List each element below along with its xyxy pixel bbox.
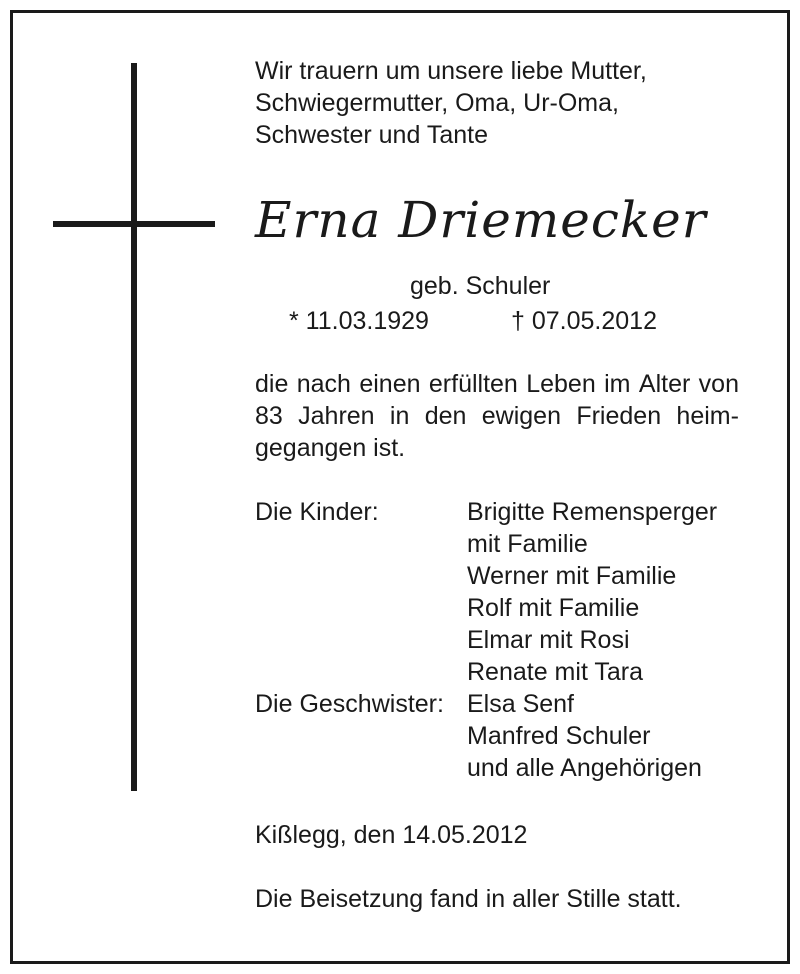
family-row <box>255 496 717 528</box>
body-line: gegangen ist. <box>255 434 406 462</box>
family-member: Manfred Schuler <box>467 722 651 750</box>
family-group-label: Die Kinder: <box>255 498 379 526</box>
family-group-label <box>255 752 467 784</box>
family-group-label <box>255 592 467 624</box>
family-member: Elmar mit Rosi <box>467 626 630 654</box>
family-group-label <box>255 560 467 592</box>
body-word: in <box>389 402 410 430</box>
family-row <box>255 656 717 688</box>
family-row <box>255 592 717 624</box>
burial-note: Die Beisetzung fand in aller Stille statt. <box>255 885 682 913</box>
place-date: Kißlegg, den 14.05.2012 <box>255 821 528 849</box>
intro-line: Schwester und Tante <box>255 121 489 149</box>
body-word: Leben <box>526 370 596 398</box>
body-word: den <box>424 402 467 430</box>
family-member: mit Familie <box>467 530 588 558</box>
cross-vertical-bar <box>131 63 137 791</box>
family-row <box>255 560 717 592</box>
family-list <box>255 496 717 784</box>
family-group-label <box>255 720 467 752</box>
maiden-name: geb. Schuler <box>410 272 551 300</box>
family-group-label: Die Geschwister: <box>255 690 444 718</box>
intro-line: Wir trauern um unsere liebe Mutter, <box>255 57 647 85</box>
family-group-label <box>255 624 467 656</box>
family-group-label <box>255 656 467 688</box>
family-row <box>255 528 717 560</box>
body-line <box>255 400 739 432</box>
family-row <box>255 624 717 656</box>
body-word: erfüllten <box>428 370 518 398</box>
intro-line: Schwiegermutter, Oma, Ur-Oma, <box>255 89 619 117</box>
deceased-name: Erna Driemecker <box>255 191 707 249</box>
family-row <box>255 752 717 784</box>
body-word: einen <box>359 370 421 398</box>
body-word: 83 <box>255 402 283 430</box>
body-word: Frieden <box>576 402 662 430</box>
life-dates <box>289 305 657 337</box>
intro-text <box>255 55 647 151</box>
death-date: † 07.05.2012 <box>511 307 657 335</box>
family-row <box>255 720 717 752</box>
birth-date: * 11.03.1929 <box>289 307 429 335</box>
cross-horizontal-bar <box>53 221 215 227</box>
family-member: Elsa Senf <box>467 690 575 718</box>
body-word: ewigen <box>481 402 561 430</box>
family-member: Renate mit Tara <box>467 658 644 686</box>
body-text <box>255 368 739 464</box>
body-word: die <box>255 370 289 398</box>
family-member: Brigitte Remensperger <box>467 498 718 526</box>
family-row <box>255 688 717 720</box>
body-word: Alter <box>638 370 691 398</box>
body-word: nach <box>296 370 351 398</box>
family-member: Rolf mit Familie <box>467 594 640 622</box>
body-line <box>255 368 739 400</box>
family-group-label <box>255 528 467 560</box>
family-member: Werner mit Familie <box>467 562 677 590</box>
body-word: heim- <box>676 402 739 430</box>
body-word: von <box>698 370 739 398</box>
body-word: Jahren <box>298 402 375 430</box>
body-word: im <box>604 370 631 398</box>
family-member: und alle Angehörigen <box>467 754 702 782</box>
